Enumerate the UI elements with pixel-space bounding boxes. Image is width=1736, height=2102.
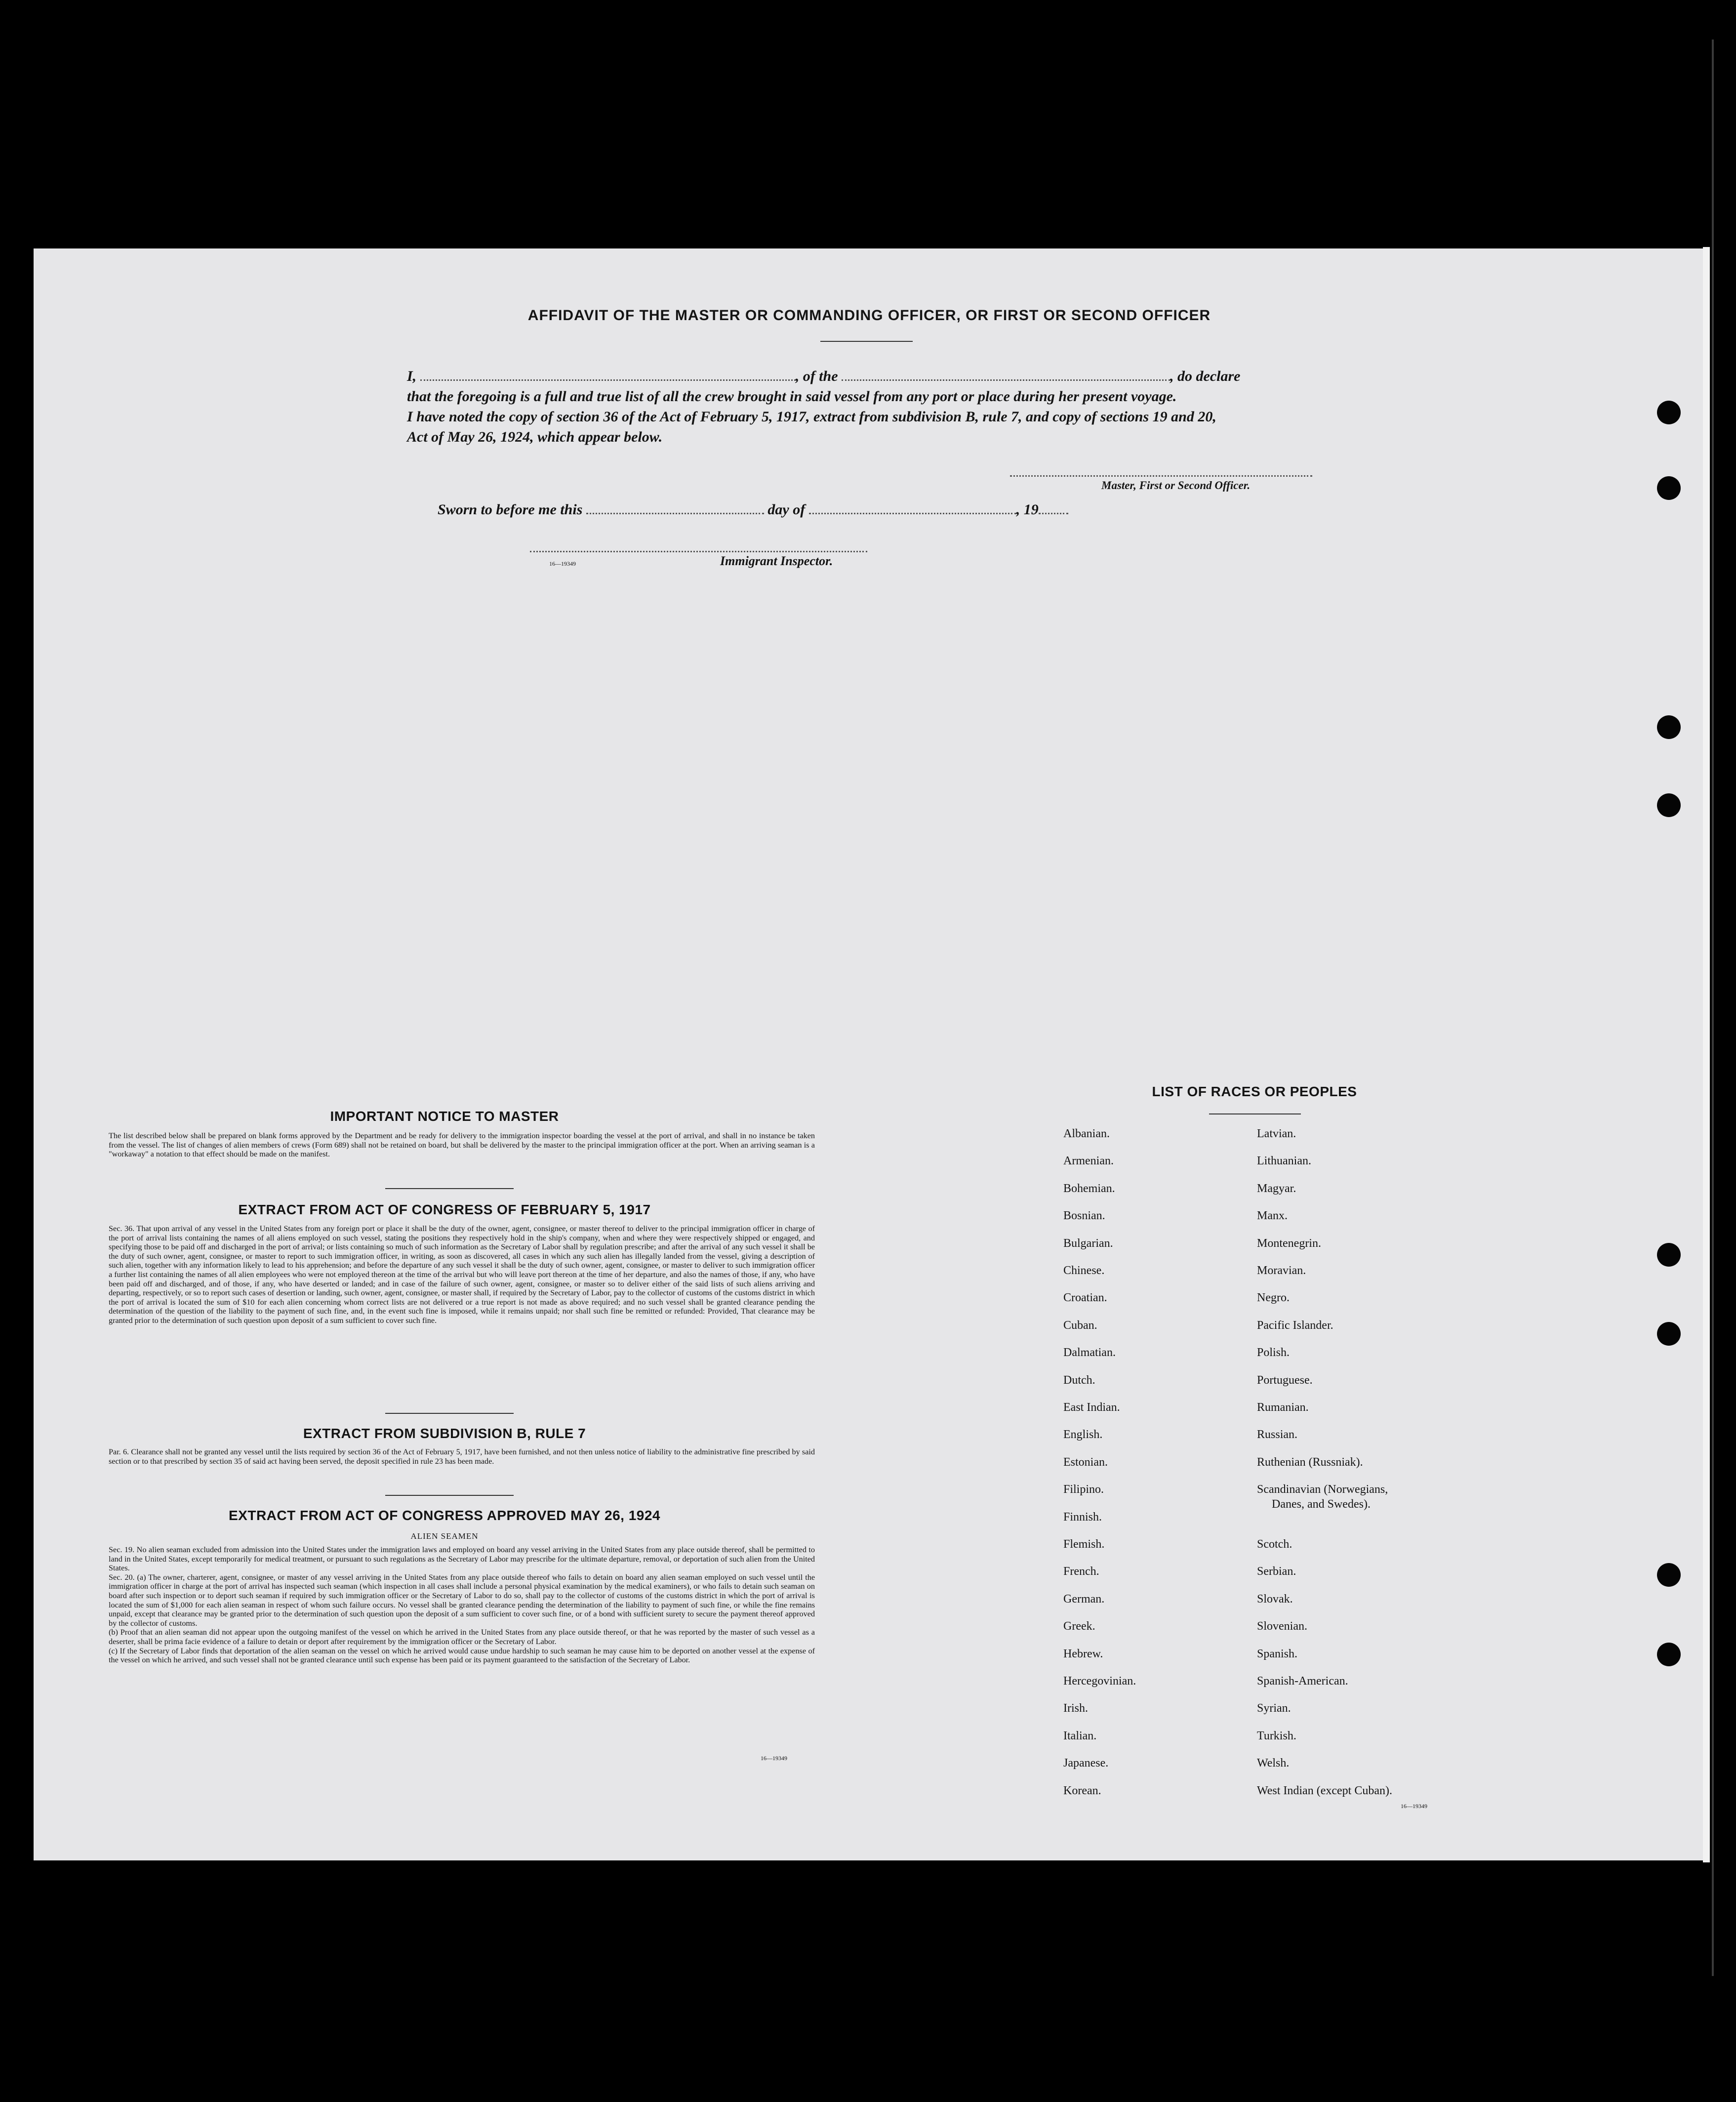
vessel-blank <box>842 379 1170 381</box>
affidavit-do-declare: , do declare <box>1170 368 1241 384</box>
affidavit-line-2: that the foregoing is a full and true list of all the crew brought in said vessel from any port or place during her present voyage. <box>407 388 1177 405</box>
punch-hole <box>1657 793 1681 817</box>
race-item: Filipino. <box>1063 1483 1104 1496</box>
inspector-signature-line <box>530 551 867 552</box>
race-item: Korean. <box>1063 1784 1101 1797</box>
punch-hole <box>1657 401 1681 424</box>
race-item: Turkish. <box>1257 1729 1296 1742</box>
sworn-year: , 19 <box>1016 501 1039 518</box>
race-item: Albanian. <box>1063 1127 1110 1140</box>
alien-seamen-subtitle: ALIEN SEAMEN <box>410 1531 479 1541</box>
race-item: Bohemian. <box>1063 1182 1115 1195</box>
notice-title: IMPORTANT NOTICE TO MASTER <box>330 1109 559 1124</box>
race-item: Scotch. <box>1257 1538 1292 1551</box>
extract-1917-title: EXTRACT FROM ACT OF CONGRESS OF FEBRUARY 5, 1917 <box>238 1202 651 1217</box>
race-item: West Indian (except Cuban). <box>1257 1784 1392 1797</box>
sec-20c-paragraph: (c) If the Secretary of Labor finds that deportation of the alien seaman on the vessel on which he arrived would cause undue hardship to such seaman he may cause him to be deported on another vessel at the expense of the vessel on which he arrived, and such vessel shall not be granted clearance until such expense has been paid or its payment guaranteed to the satisfaction of the Secretary of Labor. <box>109 1646 815 1665</box>
par-6-paragraph: Par. 6. Clearance shall not be granted any vessel until the lists required by section 36 of the Act of February 5, 1917, have been furnished, and not then unless notice of liability to the administrative fine prescribed by said section or to that prescribed by section 35 of said act having been served, the deposit specified in rule 23 has been made. <box>109 1447 815 1466</box>
punch-hole <box>1657 476 1681 500</box>
race-item: Hercegovinian. <box>1063 1675 1136 1688</box>
race-item: Portuguese. <box>1257 1373 1313 1387</box>
sworn-month-blank <box>809 513 1016 514</box>
race-item: Latvian. <box>1257 1127 1296 1140</box>
sec-20b-paragraph: (b) Proof that an alien seaman did not appear upon the outgoing manifest of the vessel on which he arrived in the United States from any place outside thereof, or that he was reported by the master of such vessel as a deserter, shall be prima facie evidence of a failure to detain or deport after requirement by the immigration officer or the Secretary of Labor. <box>109 1628 815 1646</box>
race-item: Italian. <box>1063 1729 1097 1742</box>
sec-19-paragraph: Sec. 19. No alien seaman excluded from admission into the United States under the immigration laws and employed on board any vessel arriving in the United States from any place outside thereof, shall be permitted to land in the United States, except temporarily for medical treatment, or pursuant to such regulations as the Secretary of Labor may prescribe for the ultimate departure, removal, or deportation of such alien from the United States. <box>109 1545 815 1573</box>
form-number: 16—19349 <box>761 1755 787 1762</box>
sec-20a-paragraph: Sec. 20. (a) The owner, charterer, agent, consignee, or master of any vessel arriving in the United States from any place outside thereof who fails to detain on board any alien seaman employed on such vessel until the immigration officer in charge at the port of arrival has inspected such seaman (which inspection in all cases shall include a personal physical examination by the medical examiners), or who fails to detain such seaman on board after such inspection or to deport such seaman if required by such immigration officer or the Secretary of Labor to do so, shall pay to the collector of customs of the customs district in which the port of arrival is located the sum of $1,000 for each alien seaman in respect of whom such failure occurs. No vessel shall be granted clearance pending the determination of the liability to payment of such fine, or while the fine remains unpaid, except that clearance may be granted prior to the determination of such question upon the deposit of a sum sufficient to cover such fine, or of a bond with sufficient surety to secure the payment thereof approved by the collector of customs. <box>109 1572 815 1628</box>
race-item: Moravian. <box>1257 1264 1306 1277</box>
sworn-year-blank <box>1039 513 1068 514</box>
race-item: Japanese. <box>1063 1757 1109 1770</box>
race-item: Irish. <box>1063 1702 1088 1715</box>
race-item: Greek. <box>1063 1620 1095 1633</box>
affidavit-line-1 <box>407 367 1335 386</box>
punch-hole <box>1657 1322 1681 1346</box>
sworn-line <box>438 500 1366 520</box>
sworn-day-of: day of <box>767 501 806 518</box>
race-item: Croatian. <box>1063 1291 1107 1305</box>
race-item: Serbian. <box>1257 1565 1296 1578</box>
extract-1917-text <box>89 1224 815 1325</box>
subdivision-b-text <box>89 1447 815 1466</box>
sworn-day-blank <box>586 513 764 514</box>
race-item: Spanish-American. <box>1257 1675 1348 1688</box>
race-item: Magyar. <box>1257 1182 1296 1195</box>
race-item: Dutch. <box>1063 1373 1095 1387</box>
race-item: Slovak. <box>1257 1592 1293 1606</box>
divider <box>385 1188 514 1189</box>
race-item: Finnish. <box>1063 1510 1102 1524</box>
sworn-text: Sworn to before me this <box>438 501 583 518</box>
race-item: Estonian. <box>1063 1455 1108 1469</box>
race-item: Bosnian. <box>1063 1209 1105 1223</box>
race-item: German. <box>1063 1592 1105 1606</box>
race-item: Bulgarian. <box>1063 1236 1113 1250</box>
race-item: Scandinavian (Norwegians, <box>1257 1483 1388 1496</box>
race-item: Chinese. <box>1063 1264 1105 1277</box>
race-item: Hebrew. <box>1063 1647 1103 1660</box>
race-item: Ruthenian (Russniak). <box>1257 1455 1363 1469</box>
divider <box>385 1413 514 1414</box>
notice-paragraph: The list described below shall be prepared on blank forms approved by the Department and be ready for delivery to the immigration inspector boarding the vessel at the port of arrival, and shall in no instance be taken from the vessel. The list of changes of alien members of crews (Form 689) shall not be retained on board, but shall be delivered by the master to the principal immigration officer at the port. When an arriving seaman is a "workaway" a notation to that effect should be made on the manifest. <box>109 1131 815 1159</box>
race-item: Lithuanian. <box>1257 1154 1311 1168</box>
races-title: LIST OF RACES OR PEOPLES <box>1152 1084 1357 1099</box>
affidavit-of-the: , of the <box>795 368 838 384</box>
extract-1924-title: EXTRACT FROM ACT OF CONGRESS APPROVED MAY 26, 1924 <box>229 1508 660 1523</box>
form-number: 16—19349 <box>1401 1803 1427 1810</box>
race-item: English. <box>1063 1428 1103 1442</box>
affidavit-title: AFFIDAVIT OF THE MASTER OR COMMANDING OFFICER, OR FIRST OR SECOND OFFICER <box>527 307 1211 324</box>
race-item: Rumanian. <box>1257 1401 1309 1414</box>
inspector-signature-label: Immigrant Inspector. <box>720 554 833 568</box>
punch-hole <box>1657 1563 1681 1587</box>
name-blank <box>420 379 796 381</box>
punch-hole <box>1657 715 1681 739</box>
race-item: Armenian. <box>1063 1154 1114 1168</box>
race-item: Dalmatian. <box>1063 1346 1116 1360</box>
races-divider <box>1209 1113 1301 1114</box>
master-signature-label: Master, First or Second Officer. <box>1101 479 1251 492</box>
race-item: Welsh. <box>1257 1757 1290 1770</box>
extract-1924-text <box>89 1545 815 1665</box>
affidavit-line-4: Act of May 26, 1924, which appear below. <box>407 429 663 445</box>
affidavit-i: I, <box>407 368 417 384</box>
race-item: Danes, and Swedes). <box>1272 1498 1371 1511</box>
race-item: Flemish. <box>1063 1538 1105 1551</box>
race-item: Pacific Islander. <box>1257 1319 1333 1332</box>
race-item: Cuban. <box>1063 1319 1097 1332</box>
divider <box>385 1495 514 1496</box>
subdivision-b-title: EXTRACT FROM SUBDIVISION B, RULE 7 <box>303 1426 586 1441</box>
notice-text <box>89 1131 815 1159</box>
punch-hole <box>1657 1243 1681 1267</box>
race-item: French. <box>1063 1565 1099 1578</box>
affidavit-line-3: I have noted the copy of section 36 of the Act of February 5, 1917, extract from subdivision B, rule 7, and copy of sections 19 and 20, <box>407 409 1216 425</box>
race-item: Slovenian. <box>1257 1620 1307 1633</box>
race-item: Spanish. <box>1257 1647 1298 1660</box>
race-item: Syrian. <box>1257 1702 1291 1715</box>
form-number: 16—19349 <box>549 560 576 567</box>
section-36-paragraph: Sec. 36. That upon arrival of any vessel in the United States from any foreign port or place it shall be the duty of the owner, agent, consignee, or master thereof to deliver to the principal immigration officer in charge of the port of arrival lists containing the names of all aliens employed on such vessel, stating the positions they respectively hold in the ship's company, when and where they were respectively shipped or engaged, and specifying those to be paid off and discharged in the port of arrival; or lists containing so much of such information as the Secretary of Labor shall by regulation prescribe; and after the arrival of any such vessel it shall be the duty of such owner, agent, consignee, or master to report to such immigration officer, in writing, as soon as discovered, all cases in which any such alien has illegally landed from the vessel, giving a description of such alien, together with any information likely to lead to his apprehension; and before the departure of any such vessel it shall be the duty of such owner, agent, consignee, or master to deliver to such immigration officer a further list containing the names of all alien employees who were not employed thereon at the time of the arrival but who will leave port thereon at the time of her departure, and also the names of those, if any, who have been paid off and discharged, and of those, if any, who have deserted or landed; and in case of the failure of such owner, agent, consignee, or master so to deliver either of the said lists of such aliens arriving and departing, respectively, or so to report such cases of desertion or landing, such owner, agent, consignee, or master shall, if required by the Secretary of Labor, pay to the collector of customs of the customs district in which the port of arrival is located the sum of $10 for each alien concerning whom correct lists are not delivered or a true report is not made as above required; and no such vessel shall be granted clearance pending the determination of the question of the liability to the payment of such fine, and, in the event such fine is imposed, while it remains unpaid; nor shall such fine be remitted or refunded: Provided, That clearance may be granted prior to the determination of such question upon deposit of a sum sufficient to cover such fine. <box>109 1224 815 1325</box>
punch-hole <box>1657 1643 1681 1666</box>
race-item: Manx. <box>1257 1209 1288 1223</box>
master-signature-line <box>1010 475 1312 477</box>
race-item: East Indian. <box>1063 1401 1120 1414</box>
page-edge <box>1703 247 1710 1862</box>
race-item: Negro. <box>1257 1291 1290 1305</box>
race-item: Montenegrin. <box>1257 1236 1321 1250</box>
race-item: Polish. <box>1257 1346 1290 1360</box>
race-item: Russian. <box>1257 1428 1298 1442</box>
scan-edge-line <box>1712 40 1714 1976</box>
title-divider <box>820 341 913 342</box>
